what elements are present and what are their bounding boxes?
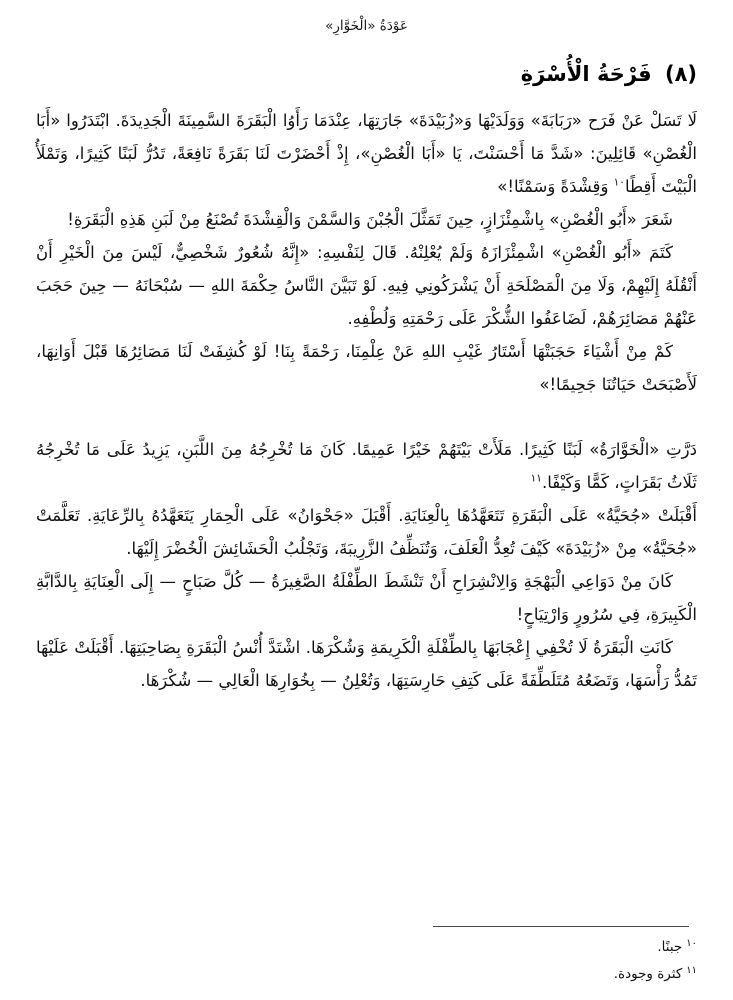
paragraph-text: كَانَ مِنْ دَوَاعِي الْبَهْجَةِ وَالِانْشِرَاحِ أَنْ تَنْشَطَ الطِّفْلَةُ الصَّغِيرَةُ — كُلَّ صَبَاحٍ — إِلَى الْعِنَايَةِ بِالدَّابَّةِ الْكَبِيرَةِ، فِي سُرُورٍ وَارْتِيَاحٍ! (36, 572, 697, 624)
body-paragraph (36, 433, 697, 499)
footnotes (36, 926, 697, 988)
footnote-text: كثرة وجودة. (613, 966, 683, 982)
chapter-title-text: فَرْحَةُ الْأُسْرَةِ (520, 62, 652, 86)
paragraph-text: أَقْبَلَتْ «جُحَيَّةُ» عَلَى الْبَقَرَةِ تَتَعَهَّدُهَا بِالْعِنَايَةِ. أَقْبَلَ «جَحْوَانُ» عَلَى الْحِمَارِ يَتَعَهَّدُهُ بِالرِّعَايَةِ. تَعَلَّمَتْ «جُحَيَّةُ» مِنْ «زُبَيْدَةَ» كَيْفَ تُعِدُّ الْعَلَفَ، وَتُنَظِّفُ الزَّرِيبَةَ، وَتَجْلُبُ الْحَشَائِشَ الْخُضْرَ إِلَيْهَا. (36, 506, 697, 558)
footnote-list (36, 934, 697, 988)
body-text (36, 104, 697, 697)
body-paragraph (36, 335, 697, 401)
body-paragraph (36, 104, 697, 203)
body-paragraph (36, 203, 697, 236)
body-paragraph (36, 499, 697, 565)
footnote-item (36, 934, 697, 961)
footnote-text: جبنًا. (657, 939, 683, 955)
footnote-item (36, 961, 697, 988)
footnote-ref: ١٠ (613, 176, 625, 189)
chapter-title (36, 62, 697, 86)
footnote-ref: ١١ (530, 472, 542, 485)
footnote-marker: ١٠ (686, 937, 697, 949)
paragraph-text: دَرَّتِ «الْخَوَّارَةُ» لَبَنًا كَثِيرًا. مَلَأَتْ بَيْتَهُمْ خَيْرًا عَمِيمًا. كَانَ مَا تُخْرِجُهُ مِنَ اللَّبَنِ، يَزِيدُ عَلَى مَا تُخْرِجُهُ ثَلَاثُ بَقَرَاتٍ، كَمًّا وَكَيْفًا. (36, 440, 697, 492)
body-paragraph (36, 236, 697, 335)
body-paragraph (36, 631, 697, 697)
footnote-separator (433, 926, 689, 927)
paragraph-text: كَمْ مِنْ أَشْيَاءَ حَجَبَتْهَا أَسْتَارُ غَيْبِ اللهِ عَنْ عِلْمِنَا، رَحْمَةً بِنَا! لَوْ كُشِفَتْ لَنَا مَصَائِرُهَا قَبْلَ أَوَانِهَا، لَأَصْبَحَتْ حَيَاتُنَا جَحِيمًا!» (36, 342, 697, 394)
paragraph-text: كَتَمَ «أَبُو الْغُصْنِ» اشْمِئْزَازَهُ وَلَمْ يُعْلِنْهُ. قَالَ لِنَفْسِهِ: «إِنَّهُ شُعُورٌ شَخْصِيٌّ، لَيْسَ مِنَ الْخَيْرِ أَنْ أَنْقُلَهُ إِلَيْهِمْ، وَلَا مِنَ الْمَصْلَحَةِ أَنْ يَشْرَكُونِي فِيهِ. لَوْ تَبَيَّنَ النَّاسُ حِكْمَةَ اللهِ — سُبْحَانَهُ — حِينَ حَجَبَ عَنْهُمْ مَصَائِرَهُمْ، لَضَاعَفُوا الشُّكْرَ عَلَى رَحْمَتِهِ وَلُطْفِهِ. (36, 243, 697, 328)
running-header: عَوْدَةُ «الْخَوَّارِ» (325, 18, 408, 34)
body-paragraph (36, 565, 697, 631)
paragraph-text: شَعَرَ «أَبُو الْغُصْنِ» بِاشْمِئْزَازٍ، حِينَ تَمَثَّلَ الْجُبْنَ وَالسَّمْنَ وَالْقِشْدَةَ تُصْنَعُ مِنْ لَبَنِ هَذِهِ الْبَقَرَةِ! (67, 210, 673, 229)
footnote-marker: ١١ (686, 964, 697, 976)
paragraph-text: كَانَتِ الْبَقَرَةُ لَا تُخْفِي إِعْجَابَهَا بِالطِّفْلَةِ الْكَرِيمَةِ وَشُكْرَهَا. اشْتَدَّ أُنْسُ الْبَقَرَةِ بِصَاحِبَتِهَا. أَقْبَلَتْ عَلَيْهَا تَمُدُّ رَأْسَهَا، وَتَضَعُهُ مُتَلَطِّفَةً عَلَى كَتِفِ حَارِسَتِهَا، وَتُعْلِنُ — بِخُوَارِهَا الْعَالِي — شُكْرَهَا. (36, 638, 697, 690)
paragraph-text: وَقِشْدَةً وَسَمْنًا!» (497, 177, 614, 196)
paragraph-text: لَا تَسَلْ عَنْ فَرَح «رَبَابَةَ» وَوَلَدَيْهَا وَ«زُبَيْدَةَ» جَارَتِهَا، عِنْدَمَا رَأَوُا الْبَقَرَةَ السَّمِينَةَ الْجَدِيدَةَ. ابْتَدَرُوا «أَبَا الْغُصْنِ» قَائِلِينَ: «شَدَّ مَا أَحْسَنْتَ، يَا «أَبَا الْغُصْنِ»، إِذْ أَحْضَرْتَ لَنَا بَقَرَةً نَافِعَةً، تَدُرُّ لَبَنًا كَثِيرًا، وَتَمْلَأُ الْبَيْتَ أَقِطًا (36, 111, 697, 196)
chapter-number: (٨) (664, 62, 697, 86)
